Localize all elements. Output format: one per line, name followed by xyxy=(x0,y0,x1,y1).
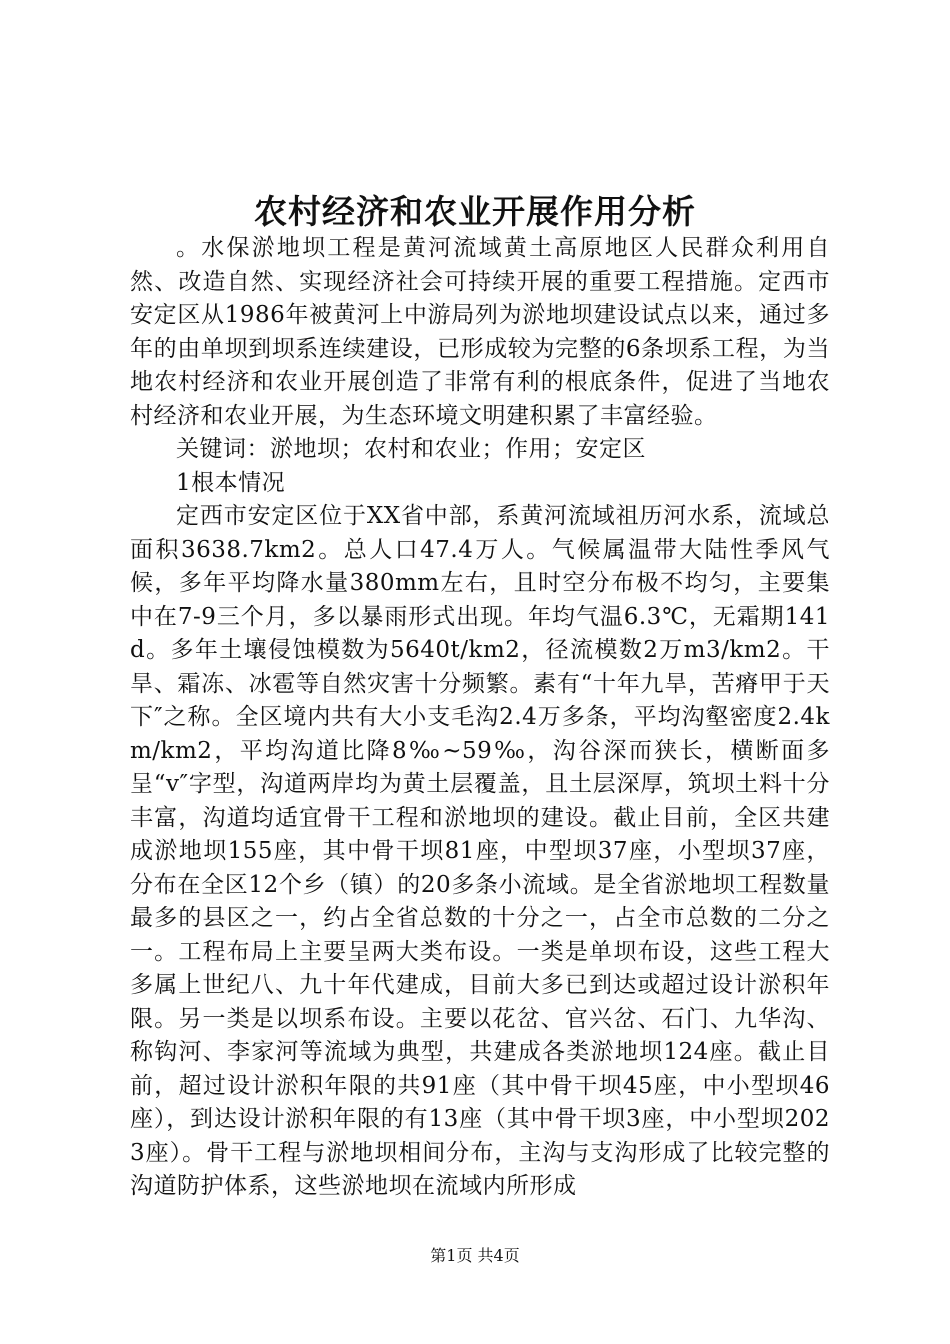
document-title: 农村经济和农业开展作用分析 xyxy=(254,192,696,231)
page-footer: 第1页 共4页 xyxy=(430,1246,520,1265)
keywords-line: 关键词：淤地坝；农村和农业；作用；安定区 xyxy=(176,436,646,462)
document-body xyxy=(130,232,830,1204)
abstract-paragraph: 。水保淤地坝工程是黄河流域黄土高原地区人民群众利用自然、改造自然、实现经济社会可持续开展的重要工程措施。定西市安定区从1986年被黄河上中游局列为淤地坝建设试点以来，通过多年的由单坝到坝系连续建设，已形成较为完整的6条坝系工程，为当地农村经济和农业开展创造了非常有利的根底条件，促进了当地农村经济和农业开展，为生态环境文明建积累了丰富经验。 xyxy=(130,235,830,429)
section-heading: 1根本情况 xyxy=(176,469,286,496)
body-paragraph: 定西市安定区位于XX省中部，系黄河流域祖历河水系，流域总面积3638.7km2。总人口47.4万人。气候属温带大陆性季风气候，多年平均降水量380mm左右，且时空分布极不均匀，主要集中在7-9三个月，多以暴雨形式出现。年均气温6.3℃，无霜期141d。多年土壤侵蚀模数为5640t/km2，径流模数2万m3/km2。干旱、霜冻、冰雹等自然灾害十分频繁。素有“十年九旱，苦瘠甲于天下″之称。全区境内共有大小支毛沟2.4万多条，平均沟壑密度2.4km/km2，平均沟道比降8‰~59‰，沟谷深而狭长，横断面多呈“v″字型，沟道两岸均为黄土层覆盖，且土层深厚，筑坝土料十分丰富，沟道均适宜骨干工程和淤地坝的建设。截止目前，全区共建成淤地坝155座，其中骨干坝81座，中型坝37座，小型坝37座，分布在全区12个乡（镇）的20多条小流域。是全省淤地坝工程数量最多的县区之一，约占全省总数的十分之一，占全市总数的二分之一。工程布局上主要呈两大类布设。一类是单坝布设，这些工程大多属上世纪八、九十年代建成，目前大多已到达或超过设计淤积年限。另一类是以坝系布设。主要以花岔、官兴岔、石门、九华沟、称钩河、李家河等流域为典型，共建成各类淤地坝124座。截止目前，超过设计淤积年限的共91座（其中骨干坝45座，中小型坝46座），到达设计淤积年限的有13座（其中骨干坝3座，中小型坝2023座）。骨干工程与淤地坝相间分布，主沟与支沟形成了比较完整的沟道防护体系，这些淤地坝在流域内所形成 xyxy=(130,503,830,1199)
